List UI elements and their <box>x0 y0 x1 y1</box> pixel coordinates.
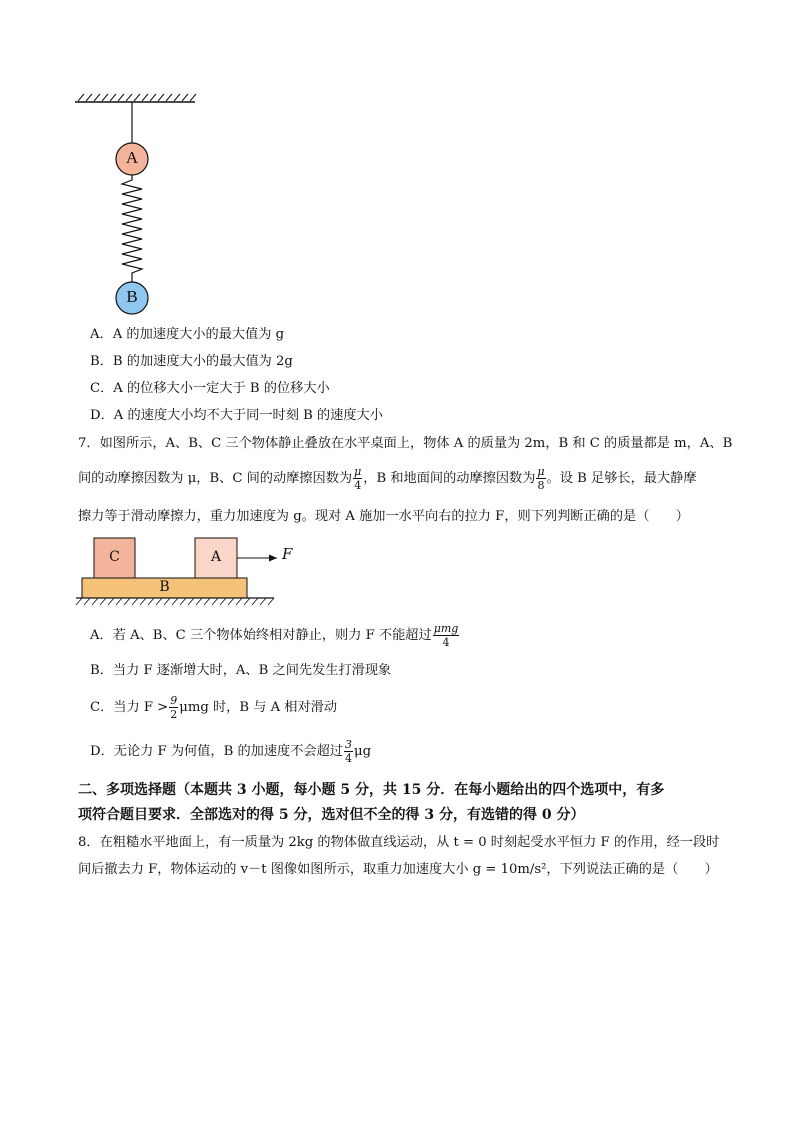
fraction: $\frac{\mu}{4}$ <box>354 465 362 492</box>
fraction: $\frac{\mu}{8}$ <box>537 465 545 492</box>
force-f-label: F <box>282 545 293 563</box>
spring-figure <box>70 92 200 317</box>
ball-b-label: B <box>126 287 138 306</box>
q6-option-d: D．A 的速度大小均不大于同一时刻 B 的速度大小 <box>90 408 383 423</box>
q6-option-a: A．A 的加速度大小的最大值为 g <box>90 327 285 342</box>
fraction: $\frac{3}{4}$ <box>345 738 352 765</box>
q7-option-b: B．当力 F 逐渐增大时，A、B 之间先发生打滑现象 <box>90 663 392 678</box>
q7-option-c: C．当力 F > $\frac{9}{2}$ μmg 时，B 与 A 相对滑动 <box>90 694 338 721</box>
q7-line3: 擦力等于滑动摩擦力，重力加速度为 g。现对 A 施加一水平向右的拉力 F，则下列判断正确的是（ ） <box>78 509 689 524</box>
block-c-label: C <box>109 549 120 565</box>
block-a-label: A <box>210 549 222 565</box>
q6-option-c: C．A 的位移大小一定大于 B 的位移大小 <box>90 381 330 396</box>
section2-heading-line1: 二、多项选择题（本题共 3 小题，每小题 5 分，共 15 分．在每小题给出的四个选项中，有多 <box>78 782 665 798</box>
q8-line2: 间后撤去力 F，物体运动的 v－t 图像如图所示，取重力加速度大小 g = 10m/s²，下列说法正确的是（ ） <box>78 862 718 877</box>
q7-option-d: D．无论力 F 为何值，B 的加速度不会超过 $\frac{3}{4}$ μg <box>90 738 372 765</box>
blocks-figure <box>74 536 304 608</box>
fraction: $\frac{\text{μmg}}{4}$ <box>433 622 459 649</box>
q7-line1: 7．如图所示，A、B、C 三个物体静止叠放在水平桌面上，物体 A 的质量为 2m，B 和 C 的质量都是 m，A、B <box>78 436 733 451</box>
q7-option-a: A．若 A、B、C 三个物体始终相对静止，则力 F 不能超过 $\frac{\text{μmg}}{4}$ <box>90 622 459 649</box>
q6-option-b: B．B 的加速度大小的最大值为 2g <box>90 354 293 369</box>
fraction: $\frac{9}{2}$ <box>170 694 178 721</box>
q8-line1: 8．在粗糙水平地面上，有一质量为 2kg 的物体做直线运动，从 t = 0 时刻起受水平恒力 F 的作用，经一段时 <box>78 835 720 850</box>
section2-heading-line2: 项符合题目要求．全部选对的得 5 分，选对但不全的得 3 分，有选错的得 0 分） <box>78 807 585 823</box>
block-b-label: B <box>159 579 170 595</box>
ball-a-label: A <box>125 148 139 167</box>
q7-line2: 间的动摩擦因数为 μ，B、C 间的动摩擦因数为 $\frac{\mu}{4}$ ，B 和地面间的动摩擦因数为 $\frac{\mu}{8}$ 。设 B 足够长，最大静摩 <box>78 465 697 492</box>
